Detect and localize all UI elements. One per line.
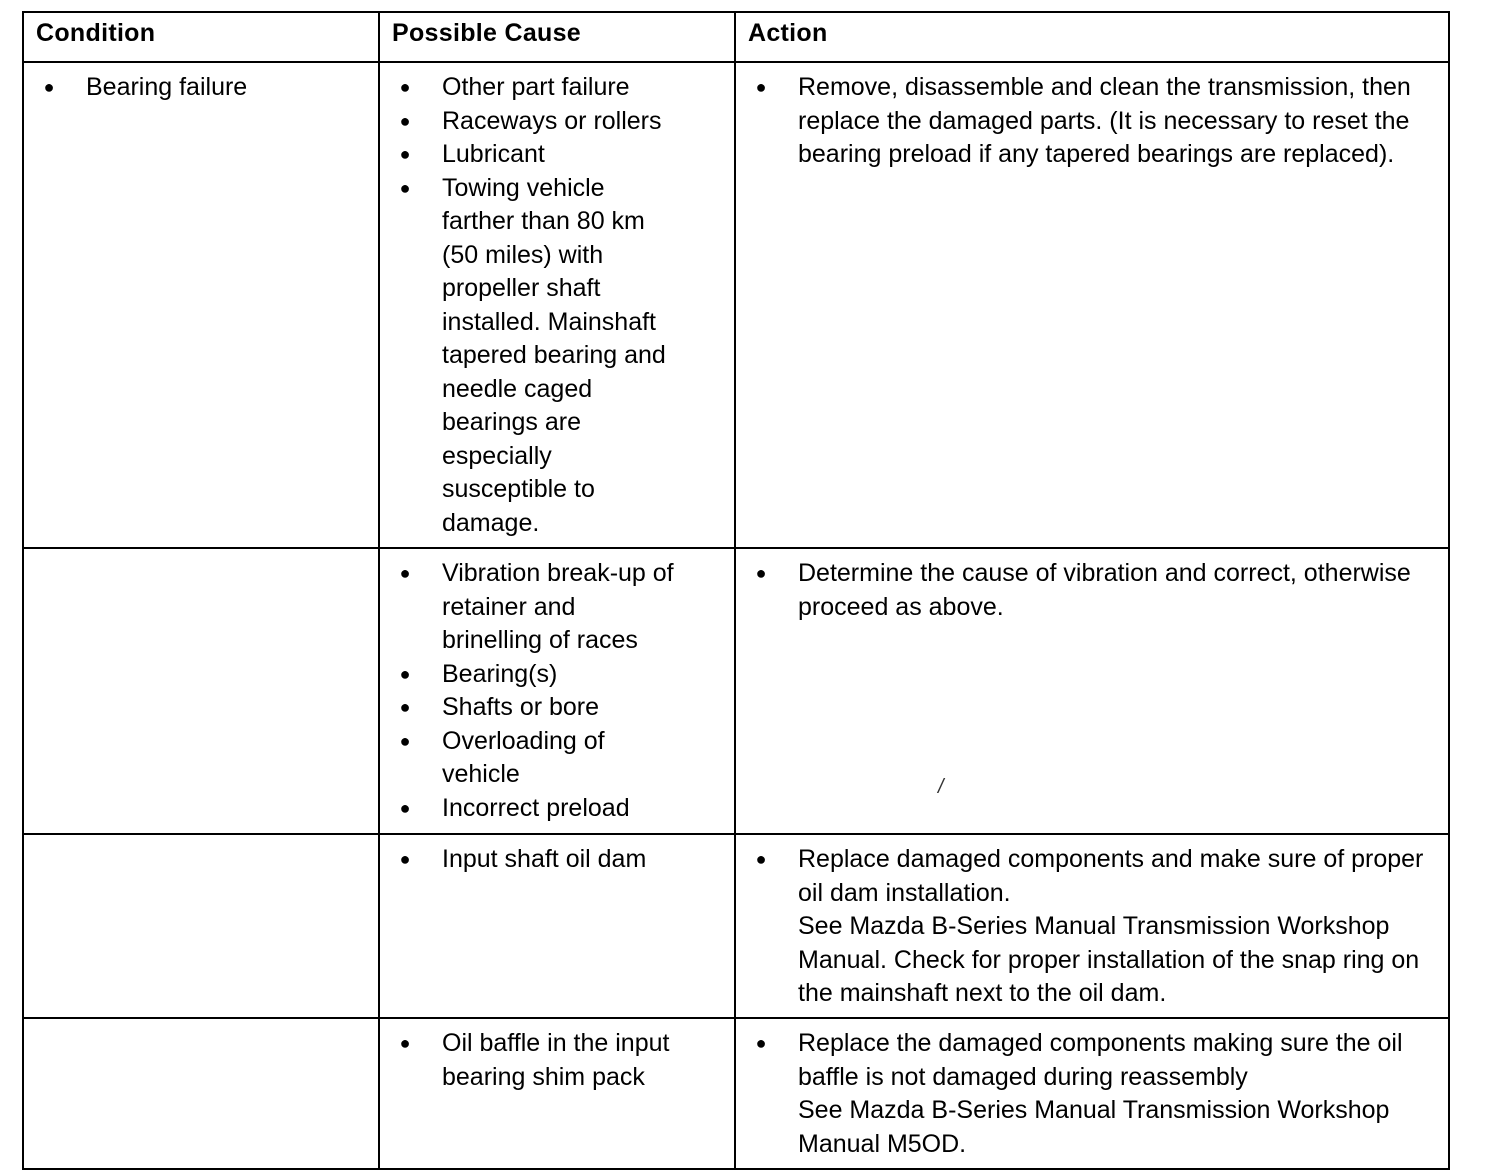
list-item	[392, 557, 722, 658]
table-row	[23, 62, 1449, 548]
table-row	[23, 548, 1449, 834]
action-text: Replace damaged components and make sure of proper oil dam installation.	[798, 845, 1424, 907]
action-cell	[735, 834, 1449, 1018]
action-text: See Mazda B-Series Manual Transmission Workshop Manual M5OD.	[798, 1096, 1390, 1158]
bullet-icon: ●	[399, 697, 411, 717]
header-row	[23, 12, 1449, 62]
list-item	[392, 792, 722, 826]
cause-text: Vibration break-up of retainer and brinelling of races	[442, 559, 674, 654]
list-item	[748, 71, 1436, 172]
cause-text: Lubricant	[442, 140, 545, 168]
cause-text: Raceways or rollers	[442, 106, 662, 135]
action-text: See Mazda B-Series Manual Transmission Workshop Manual. Check for proper installation of the snap ring on the mainshaft next to the oil dam.	[798, 912, 1420, 1007]
bullet-icon: ●	[399, 563, 411, 583]
action-text: Replace the damaged components making sure the oil baffle is not damaged during reassembly	[798, 1029, 1403, 1091]
bullet-icon: ●	[399, 144, 411, 164]
list-item	[392, 843, 722, 877]
bullet-icon: ●	[399, 1033, 411, 1053]
list-item	[392, 105, 722, 139]
bullet-icon: ●	[755, 77, 767, 97]
bullet-icon: ●	[399, 663, 411, 684]
stray-pen-mark: /	[938, 776, 944, 798]
cause-text: Other part failure	[442, 73, 630, 101]
condition-cell	[23, 62, 379, 548]
condition-cell	[23, 1018, 379, 1169]
cause-text: Shafts or bore	[442, 693, 600, 721]
bullet-icon: ●	[755, 849, 767, 869]
bullet-icon: ●	[399, 77, 411, 97]
bullet-icon: ●	[755, 563, 767, 583]
action-cell	[735, 62, 1449, 548]
bullet-icon: ●	[399, 849, 411, 869]
list-item	[392, 725, 722, 792]
cause-text: Towing vehicle farther than 80 km (50 miles) with propeller shaft installed. Mainshaft tapered bearing and needle caged bearings are especially susceptible to damage.	[442, 173, 666, 537]
action-text: Determine the cause of vibration and correct, otherwise proceed as above.	[798, 559, 1411, 621]
cause-cell	[379, 1018, 735, 1169]
condition-text: Bearing failure	[86, 73, 248, 101]
action-cell	[735, 548, 1449, 834]
cause-text: Bearing(s)	[442, 659, 558, 688]
bullet-icon: ●	[399, 177, 411, 198]
bullet-icon: ●	[755, 1033, 767, 1053]
table-row	[23, 834, 1449, 1018]
header-condition: Condition	[23, 12, 379, 62]
list-item	[748, 1027, 1436, 1161]
condition-cell	[23, 834, 379, 1018]
list-item	[392, 71, 722, 105]
action-text: Remove, disassemble and clean the transmission, then replace the damaged parts. (It is necessary to reset the bearing preload if any tapered bearings are replaced).	[798, 73, 1411, 168]
list-item	[36, 71, 366, 105]
cause-text: Input shaft oil dam	[442, 845, 647, 873]
cause-text: Oil baffle in the input bearing shim pack	[442, 1029, 670, 1091]
bullet-icon: ●	[43, 77, 55, 97]
bullet-icon: ●	[399, 797, 411, 818]
action-cell	[735, 1018, 1449, 1169]
list-item	[392, 658, 722, 692]
condition-cell	[23, 548, 379, 834]
list-item	[748, 557, 1436, 624]
header-possible-cause: Possible Cause	[379, 12, 735, 62]
table-row	[23, 1018, 1449, 1169]
list-item	[748, 843, 1436, 1011]
cause-cell	[379, 62, 735, 548]
header-action: Action	[735, 12, 1449, 62]
list-item	[392, 691, 722, 725]
list-item	[392, 138, 722, 172]
troubleshooting-table	[22, 11, 1450, 1170]
list-item	[392, 172, 722, 541]
bullet-icon: ●	[399, 110, 411, 131]
list-item	[392, 1027, 722, 1094]
cause-text: Incorrect preload	[442, 793, 630, 822]
bullet-icon: ●	[399, 730, 411, 751]
cause-cell	[379, 548, 735, 834]
cause-text: Overloading of vehicle	[442, 726, 605, 788]
cause-cell	[379, 834, 735, 1018]
